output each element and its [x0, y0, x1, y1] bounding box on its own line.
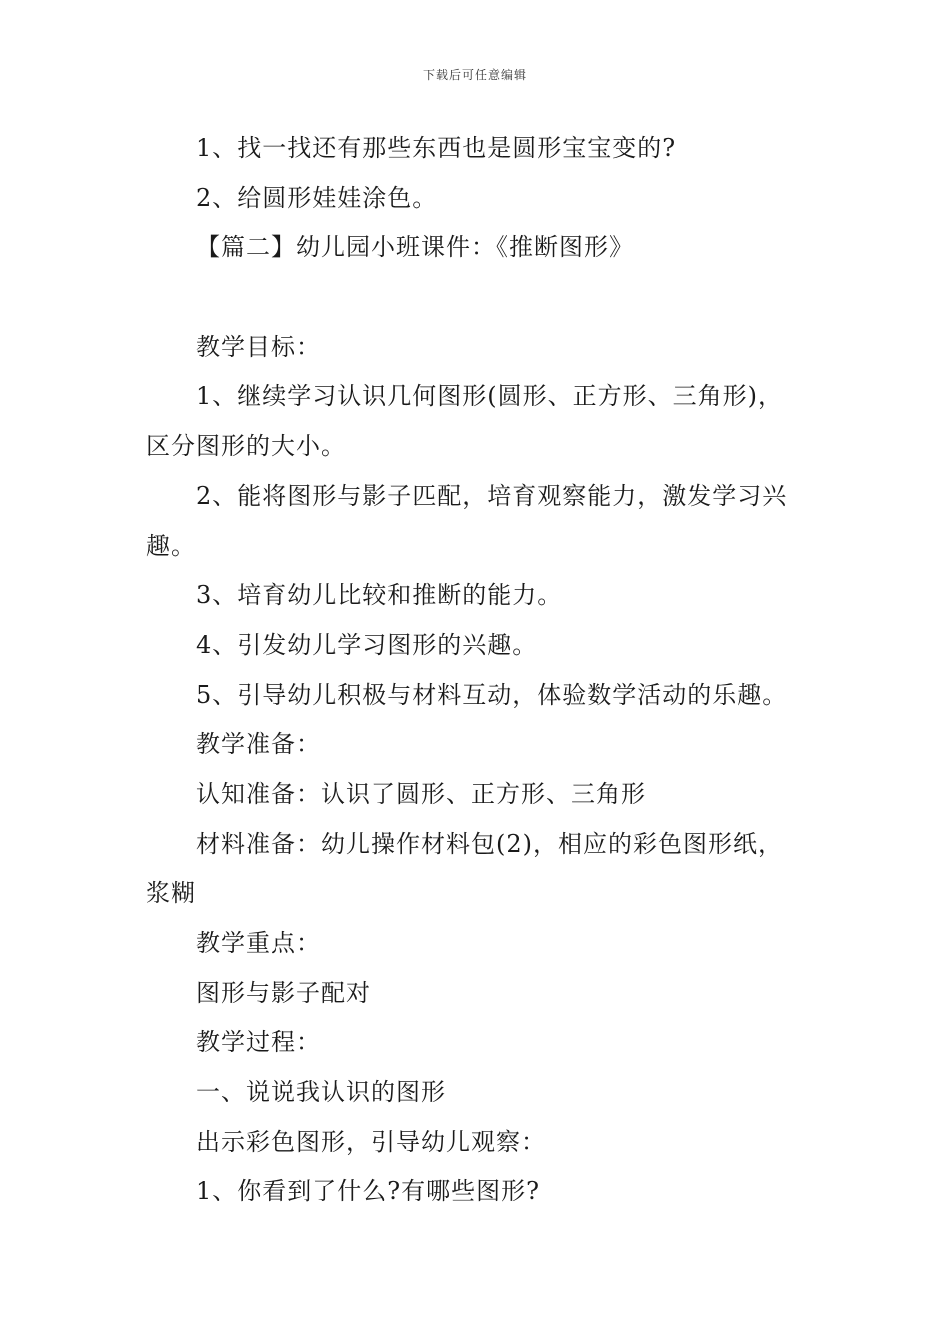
paragraph-line: 浆糊: [146, 879, 196, 908]
subheading-teaching-process: 教学过程：: [196, 1028, 321, 1057]
paragraph-line: 区分图形的大小。: [146, 432, 346, 461]
subheading-teaching-preparation: 教学准备：: [196, 730, 321, 759]
blank-line: [146, 273, 806, 323]
paragraph-line: 4、引发幼儿学习图形的兴趣。: [196, 630, 538, 659]
paragraph-line: 2、给圆形娃娃涂色。: [196, 183, 438, 212]
paragraph-line: 1、你看到了什么?有哪些图形?: [196, 1177, 541, 1206]
paragraph-line: 一、说说我认识的图形: [196, 1078, 446, 1107]
section-heading: 【篇二】幼儿园小班课件：《推断图形》: [196, 233, 634, 262]
paragraph-line: 出示彩色图形，引导幼儿观察：: [196, 1127, 546, 1156]
paragraph-line: 2、能将图形与影子匹配，培育观察能力，激发学习兴: [196, 481, 788, 510]
paragraph-line: 3、培育幼儿比较和推断的能力。: [196, 581, 563, 610]
paragraph-line: 1、继续学习认识几何图形(圆形、正方形、三角形)，: [196, 382, 783, 411]
page-header-note: 下载后可任意编辑: [422, 68, 527, 82]
subheading-teaching-goals: 教学目标：: [196, 332, 321, 361]
paragraph-line: 5、引导幼儿积极与材料互动，体验数学活动的乐趣。: [196, 680, 788, 709]
paragraph-line: 图形与影子配对: [196, 978, 371, 1007]
document-body: [146, 124, 806, 1217]
subheading-teaching-focus: 教学重点：: [196, 929, 321, 957]
paragraph-line: 认知准备：认识了圆形、正方形、三角形: [196, 779, 646, 808]
paragraph-line: 趣。: [146, 531, 196, 560]
paragraph-line: 1、找一找还有那些东西也是圆形宝宝变的?: [196, 134, 677, 162]
paragraph-line: 材料准备：幼儿操作材料包(2)，相应的彩色图形纸，: [196, 829, 783, 858]
